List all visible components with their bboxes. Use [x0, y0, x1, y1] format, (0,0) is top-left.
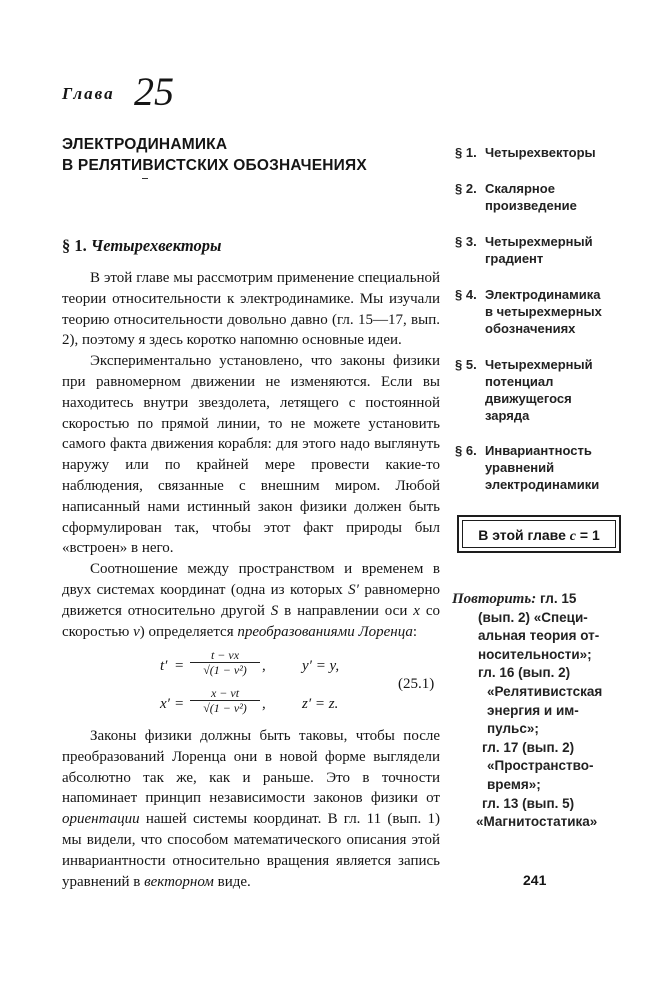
chapter-title-line-2: В РЕЛЯТИВИСТСКИХ ОБОЗНАЧЕНИЯХ: [62, 157, 367, 174]
review-line: гл. 13 (вып. 5): [482, 795, 575, 811]
review-line: время»;: [487, 777, 541, 792]
review-line: «Пространство-: [487, 758, 594, 774]
review-line: «Магнитостатика»: [476, 814, 598, 830]
body-text-upper: [62, 268, 440, 642]
review-line: «Релятивистская: [487, 684, 603, 699]
paragraph-3: Соотношение между пространством и временем в двух системах координат (одна из которых S′ равномерно движется относительно другой S в направлении оси x со скоростью v) определяется преобразованиями Лоренца:: [62, 561, 440, 640]
review-line: (вып. 2) «Специ-: [478, 609, 588, 625]
body-text-lower: [62, 726, 440, 892]
review-line: альная теория от-: [478, 628, 600, 644]
section-title: Четырехвекторы: [90, 236, 222, 255]
paragraph-2: Экспериментально установлено, что законы физики при равномерном движении не изменяются. Если вы находитесь внутри звездолета, летящего с постоянной скоростью по прямой линии, то не можете установить самого факта движения корабля: для этого надо выглянуть наружу или по крайней мере провести какие-то наблюдения, связанные с внешним миром. Любой написанный нами истинный закон физики должен быть сформулирован так, чтобы этот факт природы был «встроен» в него.: [62, 353, 440, 557]
review-line: энергия и им-: [487, 702, 579, 718]
chapter-title-line-1: ЭЛЕКТРОДИНАМИКА: [62, 136, 228, 153]
title-mark: [142, 178, 148, 179]
lorentz-formula: [62, 648, 440, 728]
page-number: 241: [523, 872, 547, 888]
paragraph-1: В этой главе мы рассмотрим применение специальной теории относительности к электродинамике. Мы изучали теорию относительности довольно давно (гл. 15—17, вып. 2), поэтому я здесь коротко напомню основные идеи.: [62, 270, 440, 349]
chapter-label: Глава: [62, 84, 115, 103]
review-line: гл. 17 (вып. 2): [482, 739, 575, 755]
formula-fraction-2: $\frac{x - vt}{\text{√(1 − v²)}}$: [190, 686, 260, 715]
review-line: носительности»;: [478, 646, 592, 662]
review-label: Повторить: гл. 15: [452, 591, 577, 607]
equation-number: (25.1): [398, 676, 435, 692]
section-symbol: § 1.: [62, 236, 87, 255]
chapter-number: 25: [134, 69, 174, 114]
formula-row-2: x′ = $\frac{x - vt}{\text{√(1 − v²)}}$ , z′ = z.: [160, 686, 339, 715]
paragraph-4: Законы физики должны быть таковы, чтобы после преобразований Лоренца они в новой форме выглядели абсолютно так же, как и раньше. Это в точности напоминает принцип независимости законов физики от ориентации нашей системы координат. В гл. 11 (вып. 1) мы видели, что способом математического описания этой инвариантности относительно вращения является запись уравнений в векторном виде.: [62, 728, 440, 890]
review-line: гл. 16 (вып. 2): [478, 665, 571, 681]
chapter-title: [62, 134, 367, 176]
section-heading: [62, 236, 221, 256]
review-line: пульс»;: [487, 721, 539, 737]
units-note-box: [457, 515, 621, 553]
units-note: В этой главе c = 1: [462, 520, 616, 548]
formula-row-1: t′ = $\frac{t - vx}{\text{√(1 − v²)}}$ , y′ = y,: [160, 648, 340, 677]
formula-fraction-1: $\frac{t - vx}{\text{√(1 − v²)}}$: [190, 648, 260, 677]
book-page: Глава 25 ЭЛЕКТРОДИНАМИКА В РЕЛЯТИВИСТСКИХ ОБОЗНАЧЕНИЯХ § 1. Четырехвекторы В этой главе мы рассмотрим применение специальной теории относительности к электродинамике. Мы изучали теорию относительности довольно давно (гл. 15—17, вып. 2), поэтому я здесь коротко напомню основные идеи. Экспериментально установлено, что законы физики при равномерном движении не изменяются. Если вы находитесь внутри звездолета, летящего с постоянной скоростью по прямой линии, то не можете установить самого факта движения корабля: для этого надо выглянуть наружу или по крайней мере провести какие-то наблюдения, связанные с внешним миром. Любой написанный нами истинный закон физики должен быть сформулирован так, чтобы этот факт природы был «встроен» в него. Соотношение между пространством и временем в двух системах координат (одна из которых S′ равномерно движется относительно другой S в направлении оси x со скоростью v) определяется преобразованиями Лоренца: t′ = $\frac{t - vx}{\text{√(1 − v²)}}$ , y′ = y, x′ = $\frac{x - vt}{\text{√(1 − v²)}}$ , z′ = z. (25.1) Законы физики должны быть таковы, чтобы после преобразований Лоренца они в новой форме выглядели абсолютно так же, как и раньше. Это в точности напоминает принцип независимости законов физики от ориентации нашей системы координат. В гл. 11 (вып. 1) мы видели, что способом математического описания этой инвариантности относительно вращения является запись уравнений в векторном виде. § 1. Четырехвекторы § 2. Скалярное произведение § 3. Четырехмерный градиент § 4. Электродинамика в четырехмерных обозначениях § 5. Четырехмерный потенциал движущегося заряда § 6. Инвариантность уравнений электродинамики В этой главе c = 1 Повторить: гл. 15 (вып. 2) «Специ- альная теория от- носительности»; гл. 16 (вып. 2) «Релятивистская энергия и им- пульс»; гл. 17 (вып. 2) «Пространство- время»; гл. 13 (вып. 5) «Магнитостатика» 241: [0, 0, 654, 990]
